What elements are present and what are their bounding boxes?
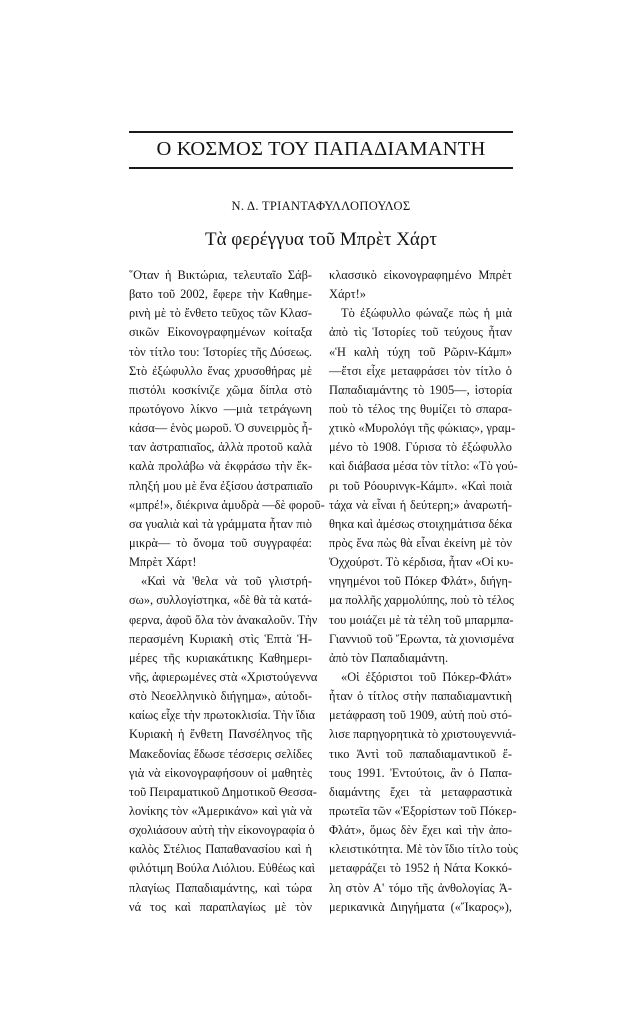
text-line: τὸν τίτλο του: Ἱστορίες τῆς Δύσεως.: [129, 344, 312, 359]
text-line: πρωτεῖα τῶν «Ἐξορίστων τοῦ Πόκερ-: [329, 803, 517, 818]
text-line: καίως εἶχε τὴν πρωτοκλισία. Τὴν ἴδια: [129, 708, 316, 723]
top-rule: [129, 131, 513, 133]
text-line: ταν ἀστραπιαῖος, ἀλλὰ προτοῦ καλὰ: [129, 440, 312, 455]
text-line: τοῦ Πειραματικοῦ Δημοτικοῦ Θεσσα-: [129, 784, 317, 799]
text-line: Κυριακὴ ἡ ἔνθετη Πανσέληνος τῆς: [129, 727, 312, 742]
text-line: «Καὶ νὰ 'θελα νὰ τοῦ γλιστρή-: [141, 574, 312, 589]
text-line: σικῶν Εἰκονογραφημένων κοίταξα: [129, 325, 312, 340]
text-line: χτικὸ «Μυρολόγι τῆς φώκιας», γραμ-: [329, 421, 516, 436]
text-line: σχολιάσουν αὐτὴ τὴν εἰκονογραφία ὁ: [129, 823, 315, 838]
text-line: καλὸς Στέλιος Παπαθανασίου καὶ ἡ: [129, 842, 312, 857]
text-line: καλὰ προλάβω νὰ ἐκφράσω τὴν ἔκ-: [129, 459, 312, 474]
text-line: κάσα— ἑνὸς μωροῦ. Ὁ συνειρμὸς ἦ-: [129, 421, 313, 436]
text-line: μένο τὸ 1908. Γύρισα τὸ ἐξώφυλλο: [329, 440, 512, 455]
text-line: θηκα καὶ ἀμέσως στοιχημάτισα δέκα: [329, 516, 512, 531]
text-line: τους 1991. Ἐντούτοις, ἂν ὁ Παπα-: [329, 765, 512, 780]
text-line: σω», συλλογίστηκα, «δὲ θὰ τὰ κατά-: [129, 593, 312, 608]
text-line: Ὀχχούρστ. Τὸ κέρδισα, ἦταν «Οἱ κυ-: [329, 555, 514, 570]
text-line: φερνα, ἀφοῦ ὅλα τὸν ἀνακαλοῦν. Τὴν: [129, 612, 318, 627]
text-line: νά τος καὶ παραπλαγίως μὲ τὸν: [129, 899, 312, 914]
text-line: Τὸ ἐξώφυλλο φώναζε πὼς ἡ μιὰ: [341, 306, 512, 321]
text-line: «Οἱ ἐξόριστοι τοῦ Πόκερ-Φλάτ»: [341, 669, 512, 684]
text-line: Φλάτ», ὅμως δὲν ἔχει καὶ τὴν ἀπο-: [329, 823, 512, 838]
text-line: λισε παρηγορητικὰ τὸ χριστουγεννιά-: [329, 727, 516, 742]
text-line: σα γυαλιὰ καὶ τὰ γράμματα ἦταν πιὸ: [129, 516, 312, 531]
text-line: ῞Οταν ἡ Βικτώρια, τελευταῖο Σάβ-: [129, 268, 312, 282]
text-line: μικρὰ— τὸ ὄνομα τοῦ συγγραφέα:: [129, 535, 312, 550]
text-line: ἀπὸ τὶς Ἱστορίες τοῦ τεύχους ἦταν: [329, 325, 512, 340]
text-line: Γιαννιοῦ τοῦ Ἔρωντα, τὰ χιονισμένα: [329, 631, 514, 646]
text-column-left: [129, 266, 325, 917]
text-line: ἦταν ὁ τίτλος στὴν παπαδιαμαντικὴ: [329, 689, 512, 704]
text-line: ρινὴ μὲ τὸ ἔνθετο τεῦχος τῶν Κλασ-: [129, 306, 312, 321]
text-line: μέρες τῆς κυριακάτικης Καθημερι-: [129, 650, 312, 665]
text-line: Παπαδιαμάντης τὸ 1905—, ἱστορία: [329, 382, 512, 397]
text-line: ποὺ τὸ τέλος της θυμίζει τὸ σπαρα-: [329, 401, 512, 416]
text-line: Μπρὲτ Χάρτ!: [129, 555, 197, 570]
text-line: πρὸς ἕνα πὼς θὰ εἶναι ἐκείνη μὲ τὸν: [329, 535, 512, 550]
text-line: στὸ Νεοελληνικὸ διήγημα», αὐτοδι-: [129, 689, 312, 704]
text-line: «μπρέ!», διέκρινα ἀμυδρὰ —δὲ φοροῦ-: [129, 497, 325, 512]
text-line: λονίκης τὸν «Ἀμερικάνο» καὶ γιὰ νὰ: [129, 803, 312, 818]
section-title: Ο ΚΟΣΜΟΣ ΤΟΥ ΠΑΠΑΔΙΑΜΑΝΤΗ: [156, 138, 486, 160]
text-line: γιὰ νὰ εἰκονογραφήσουν οἱ μαθητὲς: [129, 765, 312, 780]
text-line: μετάφραση τοῦ 1909, αὐτὴ ποὺ στό-: [329, 708, 512, 723]
text-line: ἀπὸ τὸν Παπαδιαμάντη.: [329, 650, 449, 665]
text-line: πλαγίως Παπαδιαμάντης, καὶ τώρα: [129, 880, 312, 895]
text-line: κλασσικὸ εἰκονογραφημένο Μπρὲτ: [329, 268, 512, 282]
text-column-right: [329, 266, 518, 917]
text-line: καὶ διάβασα μέσα τὸν τίτλο: «Τὸ γού-: [329, 459, 518, 474]
text-line: Μακεδονίας ἔδωσε τέσσερις σελίδες: [129, 746, 312, 761]
article-title: Τὰ φερέγγυα τοῦ Μπρὲτ Χάρτ: [204, 229, 438, 250]
text-line: «Ἡ καλὴ τύχη τοῦ Ρῶριν-Κάμπ»: [329, 344, 512, 359]
text-line: τικο Ἀντὶ τοῦ παπαδιαμαντικοῦ ἔ-: [329, 746, 512, 761]
text-line: περασμένη Κυριακὴ στὶς Ἑπτὰ Ἡ-: [129, 631, 312, 646]
text-line: τάχα νὰ εἶναι ἡ δεύτερη;» ἀναρωτή-: [329, 497, 512, 512]
text-line: διαμάντης ἔχει τὰ μεταφραστικὰ: [329, 784, 512, 799]
text-line: κλειστικότητα. Μὲ τὸν ἴδιο τίτλο τοὺς: [329, 842, 518, 857]
text-line: πιστόλι κοσκίνιζε χῶμα δίπλα στὸ: [129, 382, 312, 397]
author-name: Ν. Δ. ΤΡΙΑΝΤΑΦΥΛΛΟΠΟΥΛΟΣ: [231, 199, 411, 213]
text-line: μερικανικὰ Διηγήματα («Ἴκαρος»),: [329, 899, 512, 914]
text-line: λη στὸν Α' τόμο τῆς ἀνθολογίας Ἀ-: [329, 880, 512, 895]
text-line: πρωτόγονο λίκνο —μιὰ τετράγωνη: [129, 401, 312, 416]
text-line: μεταφράζει τὸ 1952 ἡ Νάτα Κοκκό-: [329, 861, 512, 876]
text-line: βατο τοῦ 2002, ἔφερε τὴν Καθημε-: [129, 287, 312, 302]
text-line: νηγημένοι τοῦ Πόκερ Φλάτ», διήγη-: [329, 574, 512, 589]
text-line: Στὸ ἐξώφυλλο ἕνας χρυσοθήρας μὲ: [129, 363, 312, 378]
text-line: Χάρτ!»: [329, 287, 366, 302]
text-line: ρι τοῦ Ρόουρινγκ-Κάμπ». «Καὶ ποιὰ: [329, 478, 512, 493]
text-line: φιλότιμη Βούλα Λιόλιου. Εὐθέως καὶ: [129, 861, 315, 876]
text-line: μα πολλῆς χαρμολύπης, ποὺ τὸ τέλος: [329, 593, 514, 608]
text-line: του μοιάζει μὲ τὰ τέλη τοῦ μπαρμπα-: [329, 612, 514, 627]
text-line: πληξή μου μὲ ἕνα ἐξίσου ἀστραπιαῖο: [129, 478, 313, 493]
text-line: —ἔτσι εἶχε μεταφράσει τὸν τίτλο ὁ: [329, 363, 512, 378]
bottom-rule: [129, 167, 513, 169]
text-line: νῆς, ἀφιερωμένες στὰ «Χριστούγεννα: [129, 669, 318, 684]
